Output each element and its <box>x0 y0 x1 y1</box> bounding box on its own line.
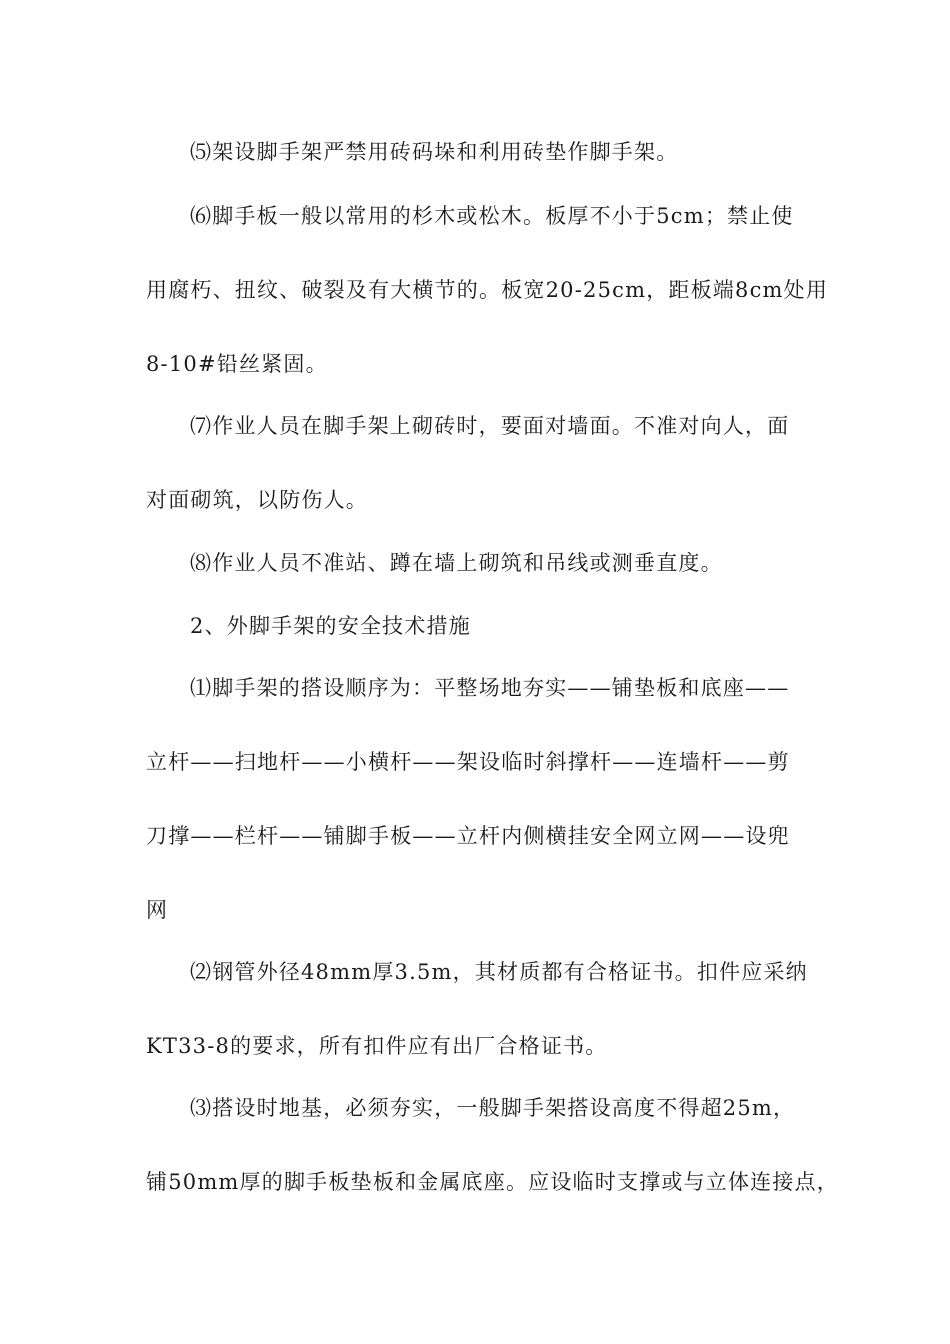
paragraph-ext-2-line-1: ⑵钢管外径48mm厚3.5m，其材质都有合格证书。扣件应采纳 <box>190 960 808 984</box>
paragraph-ext-3-line-2: 铺50mm厚的脚手板垫板和金属底座。应设临时支撑或与立体连接点， <box>146 1170 839 1194</box>
paragraph-ext-1-line-3: 刀撑——栏杆——铺脚手板——立杆内侧横挂安全网立网——设兜 <box>146 824 790 848</box>
section-heading-2: 2、外脚手架的安全技术措施 <box>190 614 471 638</box>
paragraph-item-5: ⑸架设脚手架严禁用砖码垛和利用砖垫作脚手架。 <box>190 140 679 164</box>
paragraph-item-6-line-3: 8-10#铅丝紧固。 <box>146 352 328 376</box>
paragraph-item-7-line-2: 对面砌筑，以防伤人。 <box>146 488 368 512</box>
paragraph-item-6-line-2: 用腐朽、扭纹、破裂及有大横节的。板宽20-25cm，距板端8cm处用 <box>146 278 829 302</box>
paragraph-ext-1-line-4: 网 <box>146 898 169 922</box>
paragraph-item-8: ⑻作业人员不准站、蹲在墙上砌筑和吊线或测垂直度。 <box>190 551 723 575</box>
paragraph-ext-1-line-1: ⑴脚手架的搭设顺序为：平整场地夯实——铺垫板和底座—— <box>190 676 790 700</box>
paragraph-item-6-line-1: ⑹脚手板一般以常用的杉木或松木。板厚不小于5cm；禁止使 <box>190 204 794 228</box>
paragraph-ext-1-line-2: 立杆——扫地杆——小横杆——架设临时斜撑杆——连墙杆——剪 <box>146 750 790 774</box>
paragraph-ext-2-line-2: KT33-8的要求，所有扣件应有出厂合格证书。 <box>146 1034 608 1058</box>
paragraph-item-7-line-1: ⑺作业人员在脚手架上砌砖时，要面对墙面。不准对向人，面 <box>190 414 790 438</box>
paragraph-ext-3-line-1: ⑶搭设时地基，必须夯实，一般脚手架搭设高度不得超25m， <box>190 1096 796 1120</box>
